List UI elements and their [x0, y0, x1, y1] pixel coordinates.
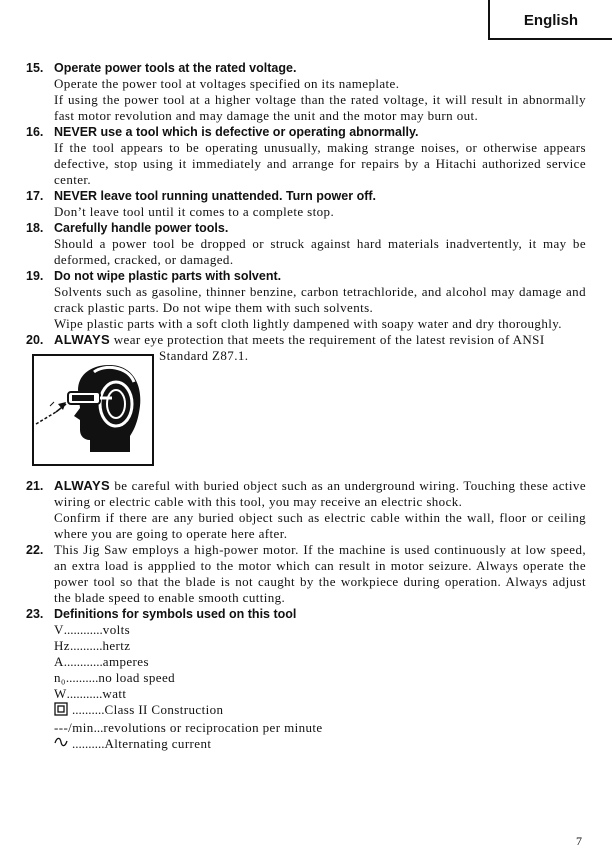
eye-protection-pictogram: [32, 354, 154, 466]
language-label: English: [488, 0, 612, 40]
instruction-21: [26, 478, 586, 542]
item-paragraph: Operate the power tool at voltages specified on its nameplate.: [54, 76, 400, 91]
symbol-row-hertz: [54, 638, 586, 654]
symbol-dots: ..........: [72, 702, 105, 717]
item-text: wear eye protection that meets the requirement of the latest revision of ANSI: [113, 332, 545, 347]
instruction-23: [26, 606, 586, 752]
item-paragraph: Wipe plastic parts with a soft cloth lightly dampened with soapy water and dry thoroughly.: [54, 316, 562, 331]
symbol-dots: ..........: [65, 670, 99, 685]
instruction-16: [26, 124, 586, 188]
double-square-icon: [54, 702, 68, 720]
symbol-meaning: revolutions or reciprocation per minute: [103, 720, 323, 735]
alternating-current-icon: [54, 736, 68, 752]
symbol-meaning: amperes: [102, 654, 149, 669]
symbol-key: A: [54, 654, 64, 669]
instruction-18: [26, 220, 586, 268]
symbol-row-per-minute: [54, 720, 586, 736]
symbol-row-no-load-speed: [54, 670, 586, 686]
symbol-dots: ............: [63, 654, 103, 669]
item-title: Carefully handle power tools.: [54, 221, 229, 235]
eye-protection-figure-row: [26, 348, 586, 478]
item-text: be careful with buried object such as an underground wiring. Touching these active wiring or electric cable with this tool, you may receive an electric shock.: [54, 478, 586, 509]
symbol-dots: ..........: [72, 736, 105, 751]
item-number: 18.: [26, 221, 44, 235]
symbol-meaning: hertz: [102, 638, 131, 653]
symbol-meaning: no load speed: [98, 670, 176, 685]
symbol-meaning: Alternating current: [104, 736, 212, 751]
item-number: 17.: [26, 189, 44, 203]
symbol-key: ---/min: [54, 720, 94, 735]
item-paragraph: Don’t leave tool until it comes to a complete stop.: [54, 204, 335, 219]
instruction-22: [26, 542, 586, 606]
safety-glasses-head-icon: [34, 356, 152, 464]
item-lead: ALWAYS: [54, 332, 111, 347]
symbol-meaning: volts: [102, 622, 131, 637]
symbol-key: V: [54, 622, 64, 637]
symbol-row-alternating-current: [54, 736, 586, 752]
item-number: 21.: [26, 479, 44, 493]
item-paragraph: If the tool appears to be operating unusually, making strange noises, or otherwise appears defective, stop using it immediately and arrange for repairs by a Hitachi authorized service center.: [54, 140, 586, 187]
symbol-meaning: Class II Construction: [104, 702, 224, 717]
symbol-row-volts: [54, 622, 586, 638]
symbol-meaning: watt: [102, 686, 127, 701]
page-number: 7: [576, 834, 582, 848]
item-title: Do not wipe plastic parts with solvent.: [54, 269, 282, 283]
symbol-dots: ............: [63, 622, 103, 637]
symbol-dots: ...........: [66, 686, 103, 701]
item-lead: ALWAYS: [54, 478, 111, 493]
item-title: NEVER use a tool which is defective or operating abnormally.: [54, 125, 419, 139]
symbol-row-class-ii: [54, 702, 586, 720]
item-title: Operate power tools at the rated voltage.: [54, 61, 297, 75]
item-paragraph: Solvents such as gasoline, thinner benzine, carbon tetrachloride, and alcohol may damage and crack plastic parts. Do not wipe them with such solvents.: [54, 284, 586, 315]
item-title: NEVER leave tool running unattended. Turn power off.: [54, 189, 376, 203]
item-paragraph: This Jig Saw employs a high-power motor. If the machine is used continuously at low speed, an extra load is appplied to the motor which can result in motor seizure. Always operate the power tool so that the blade is not caught by the workpiece during operation. Always adjust the blade speed to enable smooth cutting.: [54, 542, 586, 605]
item-number: 19.: [26, 269, 44, 283]
ansi-standard-text: Standard Z87.1.: [159, 348, 249, 363]
instruction-17: [26, 188, 586, 220]
symbol-dots: ..........: [69, 638, 103, 653]
item-number: 22.: [26, 543, 44, 557]
item-number: 23.: [26, 607, 44, 621]
symbol-key: W: [54, 686, 67, 701]
item-number: 16.: [26, 125, 44, 139]
item-title: Definitions for symbols used on this tool: [54, 607, 297, 621]
item-number: 20.: [26, 333, 44, 347]
item-number: 15.: [26, 61, 44, 75]
symbol-key: n₀: [54, 670, 66, 685]
symbol-key: Hz: [54, 638, 70, 653]
instruction-15: [26, 60, 586, 124]
instruction-19: [26, 268, 586, 332]
instruction-20: [26, 332, 586, 348]
symbol-dots: ...: [93, 720, 104, 735]
item-paragraph: Confirm if there are any buried object such as electric cable within the wall, floor or ceiling where you are going to operate here after.: [54, 510, 586, 541]
symbol-row-watt: [54, 686, 586, 702]
item-paragraph: If using the power tool at a higher voltage than the rated voltage, it will result in abnormally fast motor revolution and may damage the unit and the motor may burn out.: [54, 92, 586, 123]
safety-instructions: [26, 60, 586, 752]
symbol-row-amperes: [54, 654, 586, 670]
item-paragraph: Should a power tool be dropped or struck against hard materials inadvertently, it may be deformed, cracked, or damaged.: [54, 236, 586, 267]
